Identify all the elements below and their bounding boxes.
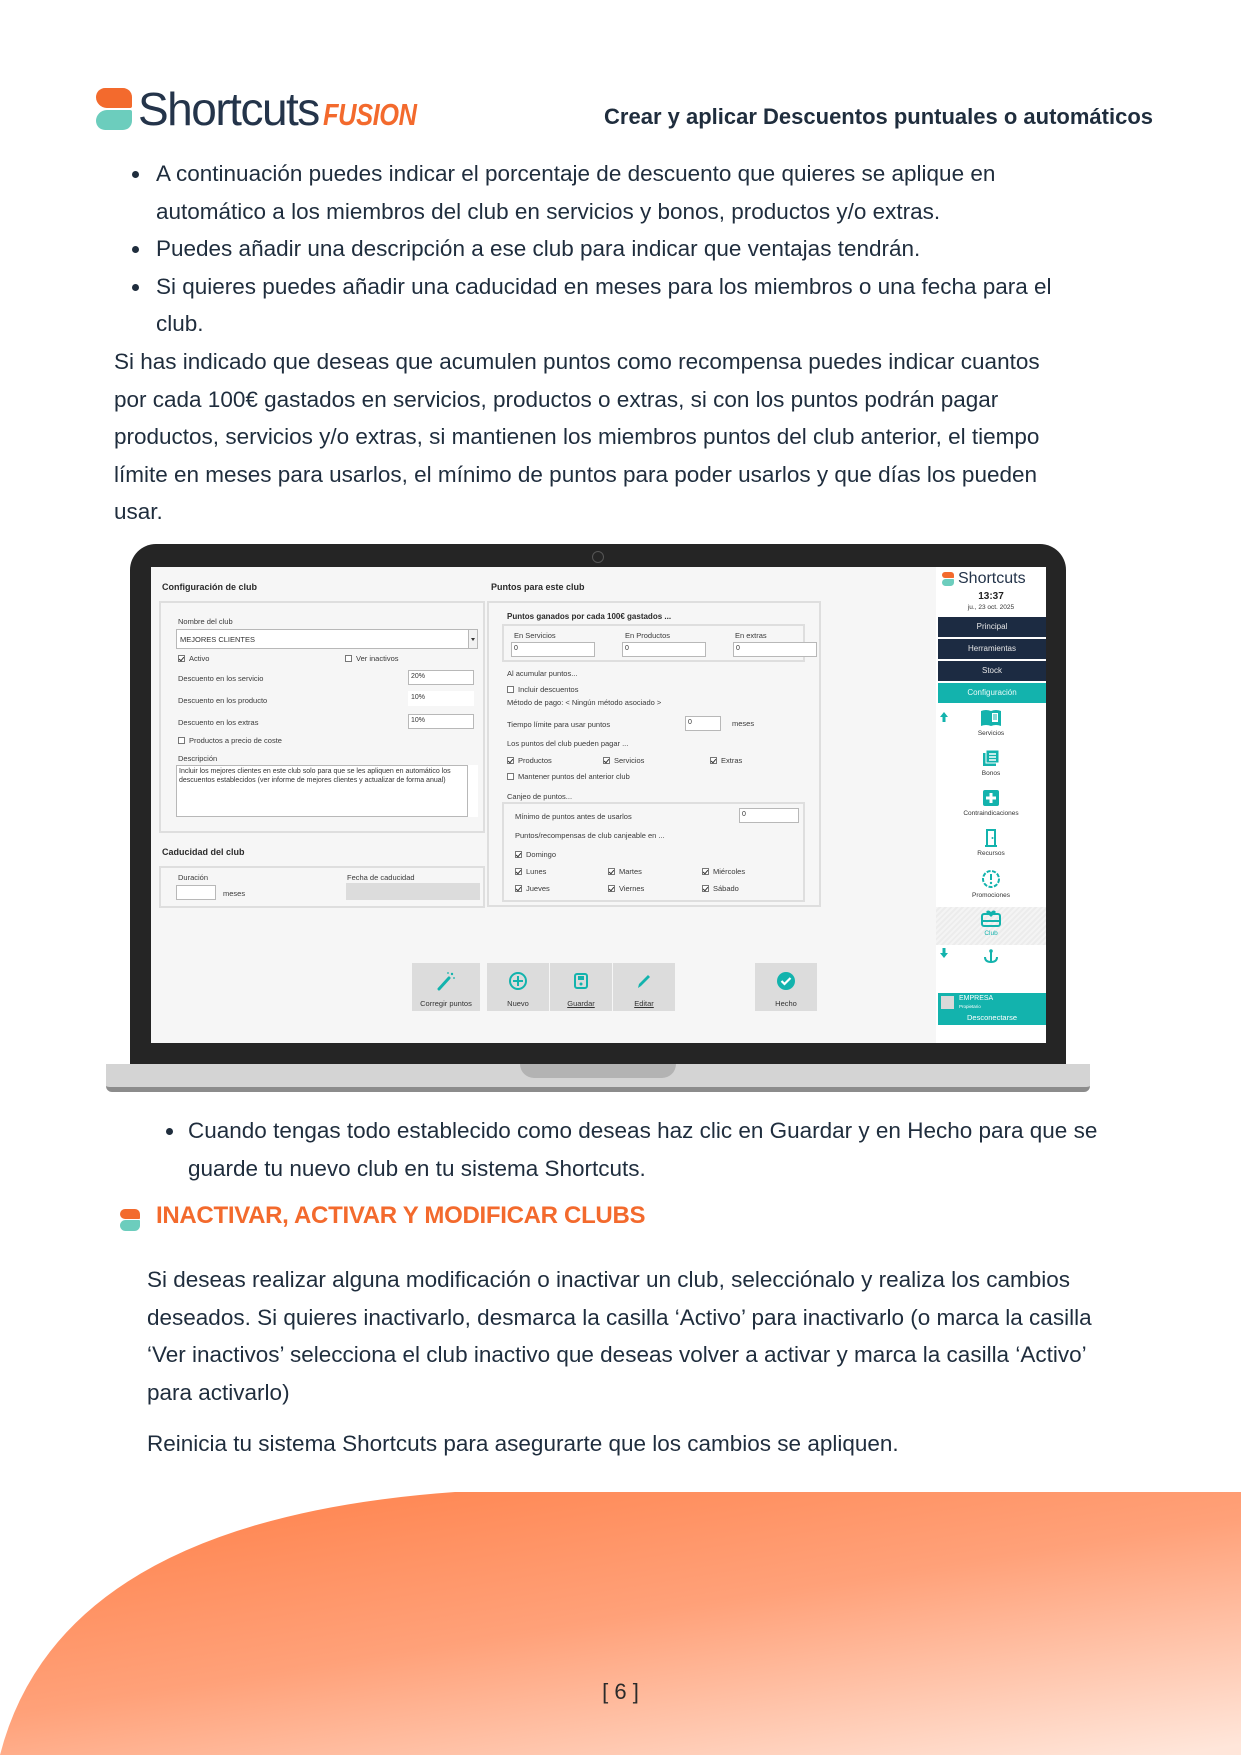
day-checkbox-viernes[interactable]: Viernes bbox=[608, 884, 644, 893]
logo-fusion: FUSION bbox=[322, 97, 417, 132]
description-label: Descripción bbox=[178, 754, 218, 763]
nav-principal[interactable]: Principal bbox=[938, 617, 1046, 637]
discount-services-label: Descuento en los servicio bbox=[178, 674, 264, 683]
pay-services-checkbox[interactable]: Servicios bbox=[603, 756, 644, 765]
user-panel[interactable] bbox=[938, 993, 1046, 1025]
activo-checkbox[interactable]: Activo bbox=[178, 654, 209, 663]
duration-unit: meses bbox=[223, 889, 246, 898]
keep-points-checkbox[interactable]: Mantener puntos del anterior club bbox=[507, 772, 630, 781]
checkbox-unchecked-icon bbox=[345, 655, 352, 662]
save-bullet-list bbox=[158, 1112, 1118, 1187]
clock-date: ju., 23 oct. 2025 bbox=[967, 604, 1015, 611]
check-circle-icon bbox=[776, 971, 796, 991]
club-name-label: Nombre del club bbox=[178, 617, 233, 626]
stacked-documents-icon bbox=[981, 749, 1001, 767]
config-section-title: Configuración de club bbox=[162, 582, 258, 592]
discount-extras-label: Descuento en los extras bbox=[178, 718, 259, 727]
earned-extras-input[interactable]: 0 bbox=[733, 642, 817, 657]
expiry-section-title: Caducidad del club bbox=[162, 847, 245, 857]
bullet-item: Puedes añadir una descripción a ese club para indicar que ventajas tendrán. bbox=[128, 230, 1088, 268]
sidebar-item-bonos[interactable]: Bonos bbox=[936, 749, 1046, 777]
book-icon bbox=[980, 709, 1002, 727]
badge-alert-icon bbox=[981, 869, 1001, 889]
door-icon bbox=[983, 829, 999, 847]
app-sidebar bbox=[936, 567, 1046, 1043]
bullet-item: A continuación puedes indicar el porcentaje de descuento que quieres se aplique en automático a los miembros del club en servicios y bonos, productos y/o extras. bbox=[128, 155, 1088, 230]
earned-services-label: En Servicios bbox=[514, 631, 556, 640]
nav-stock[interactable]: Stock bbox=[938, 661, 1046, 681]
checkbox-unchecked-icon bbox=[507, 686, 514, 693]
edit-button[interactable]: Editar bbox=[613, 963, 675, 1011]
earned-services-input[interactable]: 0 bbox=[511, 642, 595, 657]
duration-label: Duración bbox=[178, 873, 209, 882]
clock-time: 13:37 bbox=[978, 591, 1004, 602]
nav-configuracion[interactable]: Configuración bbox=[938, 683, 1046, 703]
day-checkbox-domingo[interactable]: Domingo bbox=[515, 850, 556, 859]
sidebar-item-promociones[interactable]: Promociones bbox=[936, 869, 1046, 899]
sidebar-logo: Shortcuts bbox=[942, 570, 1026, 588]
day-checkbox-sabado[interactable]: Sábado bbox=[702, 884, 739, 893]
scroll-down-arrow-icon[interactable] bbox=[940, 948, 948, 958]
include-discounts-checkbox[interactable]: Incluir descuentos bbox=[507, 685, 578, 694]
logo-mark-icon bbox=[96, 88, 132, 130]
time-limit-input[interactable]: 0 bbox=[685, 716, 721, 731]
checkbox-checked-icon bbox=[702, 868, 709, 875]
logo-mark-icon bbox=[942, 572, 954, 586]
laptop-camera bbox=[592, 551, 604, 563]
avatar-icon bbox=[941, 996, 954, 1009]
pay-products-checkbox[interactable]: Productos bbox=[507, 756, 552, 765]
checkbox-checked-icon bbox=[710, 757, 717, 764]
new-button[interactable]: Nuevo bbox=[487, 963, 549, 1011]
document-title: Crear y aplicar Descuentos puntuales o automáticos bbox=[604, 104, 1153, 129]
description-scrollbar[interactable] bbox=[468, 765, 478, 817]
checkbox-checked-icon bbox=[702, 885, 709, 892]
magic-wand-icon bbox=[436, 971, 456, 991]
add-circle-icon bbox=[508, 971, 528, 991]
checkbox-checked-icon bbox=[507, 757, 514, 764]
time-limit-label: Tiempo límite para usar puntos bbox=[507, 720, 611, 729]
min-points-input[interactable]: 0 bbox=[739, 808, 799, 823]
duration-input[interactable] bbox=[176, 885, 216, 900]
cost-price-checkbox[interactable]: Productos a precio de coste bbox=[178, 736, 282, 745]
expiry-date-field[interactable] bbox=[346, 883, 480, 900]
section-logo-icon bbox=[120, 1209, 140, 1231]
section-paragraph: Si deseas realizar alguna modificación o inactivar un club, selecciónalo y realiza los cambios deseados. Si quieres inactivarlo, desmarca la casilla ‘Activo’ para inactivarlo (o marca la casilla ‘Ver inactivos’ selecciona el club inactivo que deseas volver a activar y marca la casilla ‘Activo’ para activarlo) bbox=[147, 1267, 1092, 1405]
app-screenshot bbox=[151, 567, 1046, 1043]
checkbox-checked-icon bbox=[515, 868, 522, 875]
save-disk-icon bbox=[571, 971, 591, 991]
logo-wordmark: Shortcuts bbox=[138, 83, 319, 135]
nav-herramientas[interactable]: Herramientas bbox=[938, 639, 1046, 659]
bullet-item: Si quieres puedes añadir una caducidad en meses para los miembros o una fecha para el club. bbox=[128, 268, 1088, 343]
sidebar-item-contraindicaciones[interactable]: Contraindicaciones bbox=[936, 789, 1046, 817]
medical-cross-icon bbox=[982, 789, 1000, 807]
ver-inactivos-checkbox[interactable]: Ver inactivos bbox=[345, 654, 399, 663]
checkbox-checked-icon bbox=[178, 655, 185, 662]
checkbox-checked-icon bbox=[608, 868, 615, 875]
redeemable-days-label: Puntos/recompensas de club canjeable en ... bbox=[515, 831, 665, 840]
day-checkbox-miercoles[interactable]: Miércoles bbox=[702, 867, 745, 876]
save-button[interactable]: Guardar bbox=[550, 963, 612, 1011]
user-name: EMPRESA bbox=[959, 995, 994, 1002]
checkbox-checked-icon bbox=[515, 851, 522, 858]
pencil-icon bbox=[634, 971, 654, 991]
more-items-icon[interactable] bbox=[982, 949, 1000, 963]
sidebar-item-recursos[interactable]: Recursos bbox=[936, 829, 1046, 857]
can-pay-label: Los puntos del club pueden pagar ... bbox=[507, 739, 629, 748]
checkbox-checked-icon bbox=[603, 757, 610, 764]
sidebar-item-club[interactable]: Club bbox=[936, 907, 1046, 945]
restart-note: Reinicia tu sistema Shortcuts para asegurarte que los cambios se apliquen. bbox=[147, 1431, 899, 1456]
payment-method-text: Método de pago: < Ningún método asociado > bbox=[507, 698, 662, 707]
accumulate-label: Al acumular puntos... bbox=[507, 669, 578, 678]
day-checkbox-martes[interactable]: Martes bbox=[608, 867, 642, 876]
redeem-label: Canjeo de puntos... bbox=[507, 792, 573, 801]
sidebar-item-servicios[interactable]: Servicios bbox=[936, 709, 1046, 737]
discount-products-label: Descuento en los producto bbox=[178, 696, 268, 705]
section-heading: INACTIVAR, ACTIVAR Y MODIFICAR CLUBS bbox=[156, 1202, 646, 1229]
club-name-value: MEJORES CLIENTES bbox=[180, 635, 256, 644]
checkbox-unchecked-icon bbox=[507, 773, 514, 780]
club-name-select[interactable] bbox=[176, 629, 478, 649]
shortcuts-fusion-logo bbox=[96, 83, 437, 135]
discount-services-input[interactable]: 20% bbox=[408, 670, 474, 685]
earned-products-input[interactable]: 0 bbox=[622, 642, 706, 657]
intro-bullet-list bbox=[128, 155, 1088, 343]
checkbox-checked-icon bbox=[608, 885, 615, 892]
day-checkbox-jueves[interactable]: Jueves bbox=[515, 884, 550, 893]
earned-extras-label: En extras bbox=[735, 631, 767, 640]
laptop-notch bbox=[520, 1064, 676, 1078]
discount-extras-input[interactable]: 10% bbox=[408, 714, 474, 729]
earned-products-label: En Productos bbox=[625, 631, 671, 640]
time-limit-unit: meses bbox=[732, 719, 755, 728]
points-section-title: Puntos para este club bbox=[491, 582, 585, 592]
earned-points-title: Puntos ganados por cada 100€ gastados ... bbox=[507, 612, 672, 621]
user-role: Propietario bbox=[959, 1004, 981, 1009]
club-card-icon bbox=[981, 909, 1001, 927]
checkbox-checked-icon bbox=[515, 885, 522, 892]
expiry-date-label: Fecha de caducidad bbox=[347, 873, 415, 882]
done-button[interactable]: Hecho bbox=[755, 963, 817, 1011]
footer-decoration bbox=[0, 1490, 1241, 1755]
checkbox-unchecked-icon bbox=[178, 737, 185, 744]
fix-points-button[interactable]: Corregir puntos bbox=[412, 963, 480, 1011]
discount-products-input[interactable]: 10% bbox=[408, 691, 474, 706]
points-paragraph: Si has indicado que deseas que acumulen puntos como recompensa puedes indicar cuantos por cada 100€ gastados en servicios, productos o extras, si con los puntos podrán pagar productos, servicios y/o extras, si mantienen los miembros puntos del club anterior, el tiempo límite en meses para usarlos, el mínimo de puntos para poder usarlos y que días los pueden usar. bbox=[114, 349, 1040, 524]
description-textarea[interactable]: Incluir los mejores clientes en este club solo para que se les apliquen en automático los descuentos establecidos (ver informe de mejores clientes y actualizar de forma anual) bbox=[176, 765, 468, 817]
page-number: [ 6 ] bbox=[602, 1679, 639, 1704]
bullet-item: Cuando tengas todo establecido como deseas haz clic en Guardar y en Hecho para que se guarde tu nuevo club en tu sistema Shortcuts. bbox=[158, 1112, 1118, 1187]
min-points-label: Mínimo de puntos antes de usarlos bbox=[515, 812, 632, 821]
logout-button[interactable]: Desconectarse bbox=[966, 1013, 1018, 1022]
dropdown-arrow-icon[interactable] bbox=[468, 630, 477, 648]
day-checkbox-lunes[interactable]: Lunes bbox=[515, 867, 546, 876]
pay-extras-checkbox[interactable]: Extras bbox=[710, 756, 742, 765]
